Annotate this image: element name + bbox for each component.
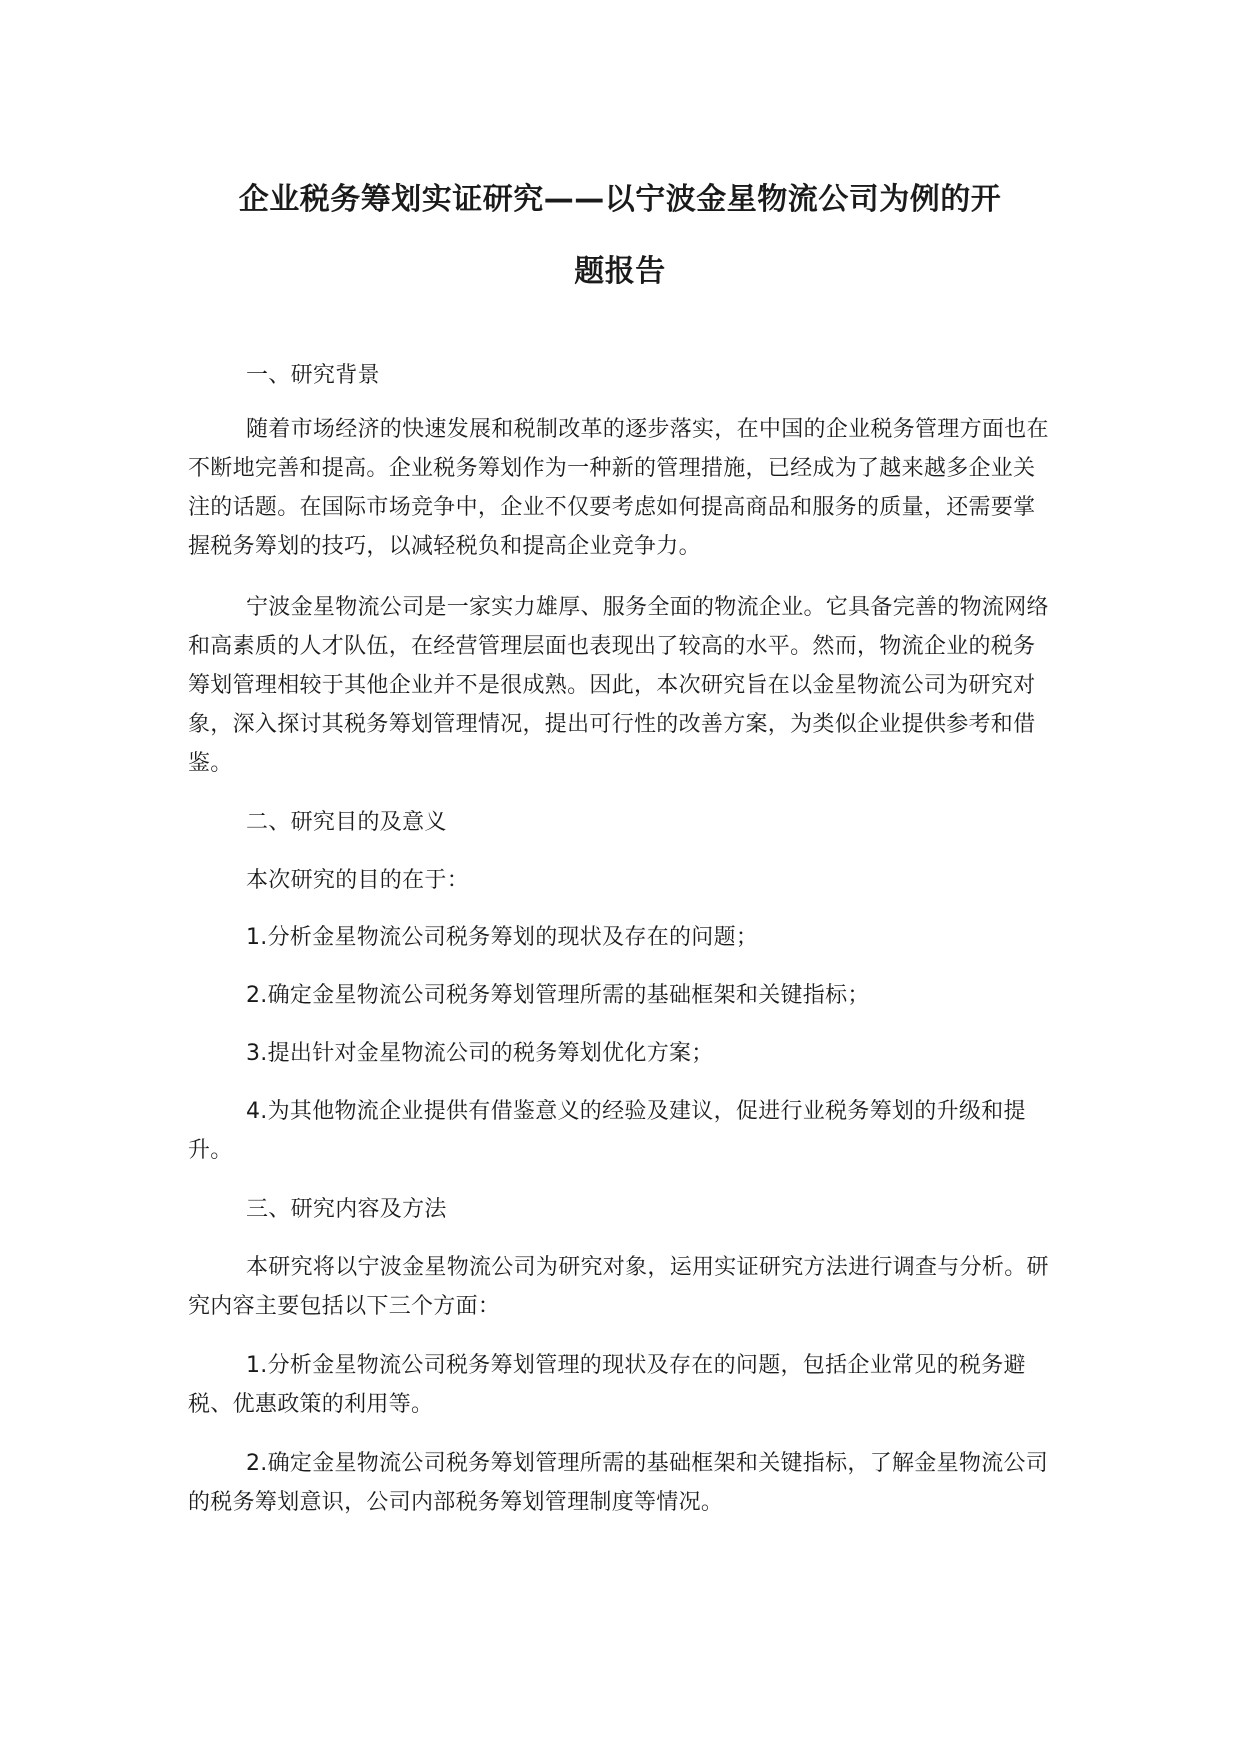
method-item-1: 1.分析金星物流公司税务筹划管理的现状及存在的问题，包括企业常见的税务避税、优惠政策的利用等。 bbox=[188, 1353, 1026, 1417]
background-paragraph-2: 宁波金星物流公司是一家实力雄厚、服务全面的物流企业。它具备完善的物流网络和高素质的人才队伍，在经营管理层面也表现出了较高的水平。然而，物流企业的税务筹划管理相较于其他企业并不是很成熟。因此，本次研究旨在以金星物流公司为研究对象，深入探讨其税务筹划管理情况，提出可行性的改善方案，为类似企业提供参考和借鉴。 bbox=[188, 595, 1049, 776]
purpose-item-2: 2.确定金星物流公司税务筹划管理所需的基础框架和关键指标； bbox=[246, 983, 870, 1008]
section-heading-background: 一、研究背景 bbox=[246, 363, 380, 388]
purpose-intro: 本次研究的目的在于： bbox=[246, 868, 470, 893]
purpose-item-3: 3.提出针对金星物流公司的税务筹划优化方案； bbox=[246, 1041, 714, 1066]
purpose-item-1: 1.分析金星物流公司税务筹划的现状及存在的问题； bbox=[246, 925, 759, 950]
background-paragraph-1: 随着市场经济的快速发展和税制改革的逐步落实，在中国的企业税务管理方面也在不断地完善和提高。企业税务筹划作为一种新的管理措施，已经成为了越来越多企业关注的话题。在国际市场竞争中，企业不仅要考虑如何提高商品和服务的质量，还需要掌握税务筹划的技巧，以减轻税负和提高企业竞争力。 bbox=[188, 417, 1049, 559]
document-title-line-1: 企业税务筹划实证研究——以宁波金星物流公司为例的开 bbox=[238, 182, 1002, 217]
section-heading-method: 三、研究内容及方法 bbox=[246, 1197, 447, 1222]
document-title-line-2: 题报告 bbox=[574, 254, 666, 289]
method-item-2: 2.确定金星物流公司税务筹划管理所需的基础框架和关键指标，了解金星物流公司的税务筹划意识，公司内部税务筹划管理制度等情况。 bbox=[188, 1451, 1049, 1515]
purpose-item-4: 4.为其他物流企业提供有借鉴意义的经验及建议，促进行业税务筹划的升级和提升。 bbox=[188, 1099, 1026, 1163]
section-heading-purpose: 二、研究目的及意义 bbox=[246, 810, 447, 835]
method-intro: 本研究将以宁波金星物流公司为研究对象，运用实证研究方法进行调查与分析。研究内容主要包括以下三个方面： bbox=[188, 1255, 1049, 1319]
